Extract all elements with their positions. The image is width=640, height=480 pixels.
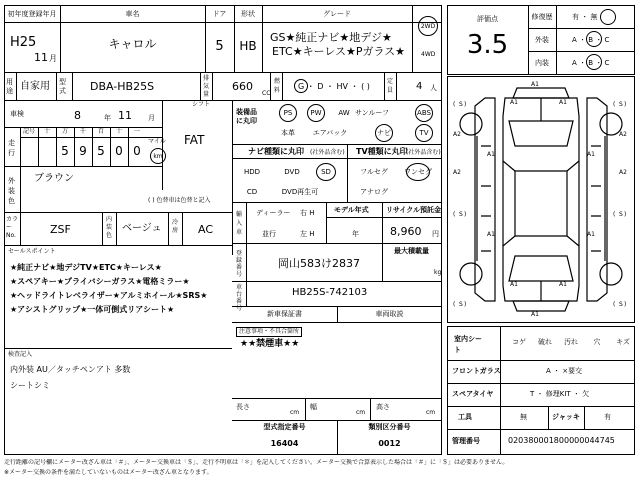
mileage-head: 記号 <box>22 128 35 135</box>
capacity-unit: 人 <box>430 84 437 92</box>
model-year-unit: 年 <box>352 230 359 238</box>
tv-option: ワンセグ <box>404 168 432 176</box>
tv-option: アナログ <box>360 188 388 196</box>
jack-label: ジャッキ <box>552 413 580 421</box>
equipment-item: サンルーフ <box>354 109 390 117</box>
svg-text:(: ( <box>453 301 456 308</box>
unit-mile: マイル <box>148 138 166 145</box>
damage-label: A1 <box>587 151 595 158</box>
sales-line: ★アシストグリップ★一体可倒式リアシート★ <box>10 305 175 314</box>
sales-label: セールスポイント <box>8 248 56 255</box>
damage-label: A2 <box>619 169 627 176</box>
ext-grade-b-circle <box>586 31 602 47</box>
sheet-option: コゲ <box>512 338 526 346</box>
navi-option: DVD再生可 <box>281 188 319 196</box>
first-reg-label: 初年度登録年月 <box>7 10 57 18</box>
yen: 円 <box>432 230 439 238</box>
repair-none-circle <box>600 9 616 25</box>
displacement: 660 <box>232 80 253 93</box>
model-label: 型式 <box>59 78 66 95</box>
int-grade-options: A ・ B ・ C <box>572 59 610 67</box>
shift-label: シフト <box>192 101 211 108</box>
svg-text:(: ( <box>613 211 616 218</box>
width-cm: cm <box>356 409 366 416</box>
sales-line: ★ヘッドライトレベライザー★アルミホイール★SRS★ <box>10 291 208 300</box>
equipment-item: AW <box>338 109 350 117</box>
class-no: 0012 <box>378 439 401 448</box>
exterior-color: ブラウン <box>34 173 74 184</box>
drive-2wd-circle: 2WD <box>418 16 438 36</box>
mileage-digit: 5 <box>61 144 69 158</box>
car-name: キャロル <box>108 37 157 51</box>
svg-text:S: S <box>619 211 623 218</box>
mileage-digit: 9 <box>79 144 87 158</box>
mileage-digit: 5 <box>97 144 105 158</box>
navi-option: CD <box>246 188 258 196</box>
svg-text:S: S <box>619 101 623 108</box>
navi-option: HDD <box>243 168 261 176</box>
mileage-head: 一 <box>133 128 140 135</box>
front-glass-label: フロントガラス <box>452 367 501 375</box>
grade-label: グレード <box>323 10 351 18</box>
score: 3.5 <box>466 30 509 60</box>
svg-text:(: ( <box>453 101 456 108</box>
mileage-digit: 0 <box>133 144 141 158</box>
inspection-year: 8 <box>74 109 81 122</box>
svg-text:S: S <box>459 301 463 308</box>
max-load-label: 最大積載量 <box>394 247 429 255</box>
door-label: ドア <box>212 10 227 18</box>
damage-label: A1 <box>559 281 567 288</box>
mileage-divider <box>38 127 39 166</box>
svg-text:): ) <box>464 301 467 308</box>
capacity-label: 定員 <box>387 78 394 94</box>
chassis-label: 車台番号 <box>236 284 243 312</box>
repair-label: 修復歴 <box>531 13 553 21</box>
month-unit: 月 <box>49 54 57 63</box>
front-glass-options: A ・ ×要交 <box>546 367 583 375</box>
model-year-label: モデル年式 <box>334 206 369 214</box>
recycle-label: リサイクル預託金 <box>386 206 442 214</box>
displacement-label: 排気量 <box>203 75 210 98</box>
int-grade-b-circle <box>586 54 602 70</box>
class-no-label: 類別区分番号 <box>368 423 411 431</box>
inspection-year-unit: 年 <box>104 114 111 122</box>
svg-text:): ) <box>624 211 627 218</box>
fuel-g-circle <box>294 79 308 93</box>
color-code: ZSF <box>50 223 71 236</box>
damage-label: A1 <box>587 231 595 238</box>
equipment-item: ABS <box>417 109 431 117</box>
tools-label: 工具 <box>458 413 472 421</box>
aircon-label: 冷房 <box>172 219 179 234</box>
equipment-item: PW <box>310 109 322 117</box>
notes-text: ★★禁煙車★★ <box>240 339 300 349</box>
equipment-item: エアバック <box>312 129 348 137</box>
sheet-option: 破れ <box>538 338 552 346</box>
length-cm: cm <box>290 409 300 416</box>
unit-km-circle: km <box>150 148 166 164</box>
drive-4wd: 4WD <box>421 51 436 58</box>
inspector-line: シートシミ <box>10 381 50 390</box>
car-name-label: 車名 <box>125 10 140 18</box>
registration-number: 岡山583け2837 <box>278 257 360 270</box>
equipment-item: 本革 <box>281 129 295 137</box>
svg-text:S: S <box>619 301 623 308</box>
shape-label: 形状 <box>241 10 255 18</box>
spare-options: T ・ 修理KIT ・ 欠 <box>530 390 590 398</box>
notes-label: 注意事項・不具合箇所 <box>236 327 302 337</box>
car-damage-diagram <box>447 76 635 323</box>
equipment-label: 装備品に丸印 <box>236 108 257 125</box>
import-label: 輸入車 <box>236 211 243 236</box>
damage-label: A2 <box>619 131 627 138</box>
mileage-head: 万 <box>61 128 68 135</box>
shift: FAT <box>184 133 205 147</box>
score-label: 評価点 <box>477 15 498 23</box>
svg-text:): ) <box>464 101 467 108</box>
registration-label: 登録番号 <box>236 250 243 278</box>
interior-color-label: 内装色 <box>106 216 113 239</box>
mileage-head: 十 <box>115 128 122 135</box>
import-left: 左 H <box>300 230 315 238</box>
sheet-option: 汚れ <box>564 338 578 346</box>
new-warranty-label: 新車保証書 <box>267 310 302 318</box>
svg-text:S: S <box>459 211 463 218</box>
first-reg-year: H25 <box>10 35 37 50</box>
svg-text:): ) <box>624 301 627 308</box>
svg-text:S: S <box>459 101 463 108</box>
type-no-label: 型式指定番号 <box>263 423 306 431</box>
fuel-options: G ・ D ・ HV ・ ( ) <box>298 82 370 91</box>
height-label: 高さ <box>376 403 390 411</box>
svg-text:(: ( <box>453 211 456 218</box>
spare-label: スペアタイヤ <box>452 390 494 398</box>
use: 自家用 <box>20 81 50 92</box>
inspection-month: 11 <box>118 109 132 122</box>
navi-option: SD <box>321 168 331 176</box>
navi-sub: (社外品含む) <box>310 149 345 156</box>
damage-label: A2 <box>453 169 461 176</box>
length-label: 長さ <box>236 403 250 411</box>
mileage-head: 十 <box>43 128 50 135</box>
import-parallel: 並行 <box>262 230 276 238</box>
color-no-label: カラーNo. <box>6 216 19 239</box>
exterior-note: ( ) 色替車は色替と記入 <box>148 197 211 204</box>
chassis-number: HB25S-742103 <box>292 287 368 298</box>
grade-line2: ETC★キーレス★Pガラス★ <box>272 45 406 58</box>
kg: kg <box>434 269 442 276</box>
use-label: 用途 <box>6 78 13 95</box>
mileage-digit: 0 <box>115 144 123 158</box>
interior-color: ベージュ <box>122 223 162 234</box>
mgmt-number: 020380001800000044745 <box>508 436 615 445</box>
damage-label: A1 <box>487 231 495 238</box>
sheet-option: キズ <box>616 338 630 346</box>
damage-label: A2 <box>453 131 461 138</box>
cc: CC <box>262 90 271 97</box>
mileage-head: 百 <box>97 128 104 135</box>
footer-line2: ※メーター交換の条件を満たしていないものはメーター改ざん車となります。 <box>4 469 213 476</box>
ext-grade-options: A ・ B ・ C <box>572 36 610 44</box>
sales-line: ★純正ナビ★地デジTV★ETC★キーレス★ <box>10 263 162 272</box>
capacity: 4 <box>416 81 423 92</box>
damage-label: A1 <box>510 281 518 288</box>
first-reg-month: 11 <box>34 51 48 64</box>
mileage-head: 千 <box>79 128 86 135</box>
import-right: 右 H <box>300 209 315 217</box>
equipment-item: PS <box>283 109 293 117</box>
inspection-label: 車検 <box>10 110 24 118</box>
mileage-head-line <box>20 137 162 138</box>
damage-label: A1 <box>531 311 539 318</box>
svg-text:): ) <box>624 101 627 108</box>
aircon: AC <box>198 223 214 236</box>
mileage-label: 走行 <box>8 139 15 157</box>
tv-option: フルセグ <box>360 168 388 176</box>
tools-value: 無 <box>520 413 527 421</box>
ext-grade-label: 外装 <box>535 36 549 44</box>
damage-label: A1 <box>510 99 518 106</box>
fuel-label: 燃料 <box>274 78 281 94</box>
equipment-item: ナビ <box>377 129 391 137</box>
damage-label: A1 <box>531 81 539 88</box>
damage-label: A1 <box>487 151 495 158</box>
width-label: 幅 <box>310 403 317 411</box>
svg-text:): ) <box>464 211 467 218</box>
tv-label: TV種類に丸印 <box>356 147 408 156</box>
inspector-line: 内外装 AU／タッチペンアト 多数 <box>10 365 131 374</box>
mgmt-label: 管理番号 <box>452 437 480 445</box>
height-cm: cm <box>426 409 436 416</box>
damage-label: A1 <box>559 99 567 106</box>
repair-options: 有 ・ 無 <box>572 13 598 21</box>
shape: HB <box>239 39 257 53</box>
sheet-option: 穴 <box>593 338 601 346</box>
int-grade-label: 内装 <box>535 59 549 67</box>
svg-text:(: ( <box>613 101 616 108</box>
footer-line1: 走行距離の記号欄にメーター改ざん車は「＃」、メーター交換車は「＄」、走行不明車は「＊」を記入してください。メーター交換で合算表示した場合は「＃」に「＄」は必要ありません。 <box>4 459 509 466</box>
recycle-fee: 8,960 <box>390 225 422 238</box>
equipment-item: TV <box>419 129 429 137</box>
inspector-label: 検査記入 <box>8 351 33 358</box>
grade-line1: GS★純正ナビ★地デジ★ <box>270 31 392 44</box>
jack-value: 有 <box>604 413 611 421</box>
import-dealer: ディーラー <box>256 209 291 217</box>
navi-option: DVD <box>284 168 300 176</box>
tv-sub: (社外品含む) <box>406 149 441 156</box>
sales-line: ★スペアキー★プライバシーガラス★電格ミラー★ <box>10 277 190 286</box>
model: DBA-HB25S <box>90 80 155 93</box>
svg-text:(: ( <box>613 301 616 308</box>
type-no: 16404 <box>270 439 299 448</box>
inspection-month-unit: 月 <box>148 114 155 122</box>
interior-sheet-label: 室内シート <box>454 335 482 354</box>
manual-label: 車両取説 <box>375 310 404 318</box>
exterior-label: 外装色 <box>8 177 15 205</box>
doors: 5 <box>215 39 224 54</box>
navi-label: ナビ種類に丸印 <box>248 147 304 156</box>
